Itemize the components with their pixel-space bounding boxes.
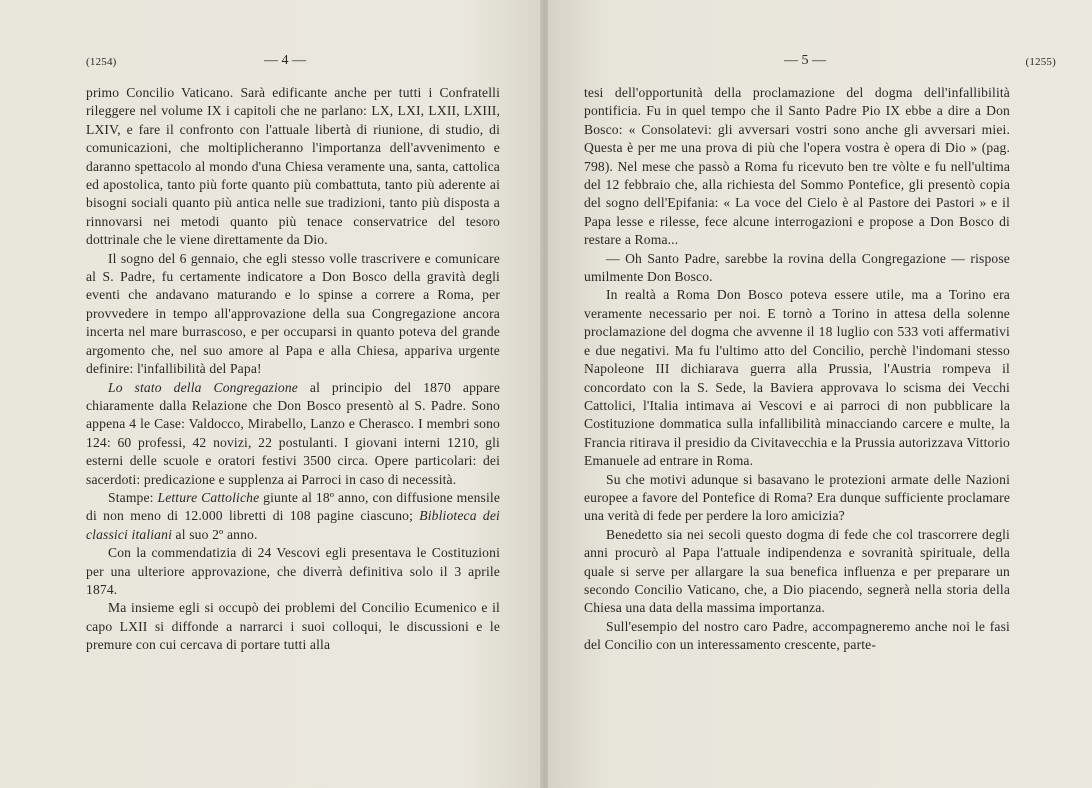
right-paragraph-2: — Oh Santo Padre, sarebbe la rovina della Congregazione — rispose umilmente Don Bosco. (584, 250, 1010, 285)
left-paragraph-4 (86, 489, 500, 544)
right-page-code: (1255) (1025, 56, 1056, 68)
right-body-text (584, 84, 1010, 655)
left-paragraph-6: Ma insieme egli si occupò dei problemi del Concilio Ecumenico e il capo LXII si diffonde a narrarci i suoi colloqui, le discussioni e le premure con cui cercava di portare tutti alla (86, 600, 500, 653)
paragraph-4-text-b: giunte al 18º anno, con diffusione mensile di non meno di 12.000 libretti di 108 pagine ciascuno; (86, 489, 501, 524)
left-paragraph-3 (86, 379, 500, 489)
right-paragraph-4: Su che motivi adunque si basavano le protezioni armate delle Nazioni europee a favore del Pontefice di Roma? Era dunque sufficiente proclamare una verità di fede per perdere la loro amicizia? (584, 471, 1010, 524)
right-page-number: — 5 — (784, 53, 826, 68)
right-paragraph-6: Sull'esempio del nostro caro Padre, accompagneremo anche noi le fasi del Concilio con un interessamento crescente, parte- (584, 618, 1010, 653)
right-page (548, 0, 1092, 788)
paragraph-4-text-c: al suo 2º anno. (172, 526, 258, 542)
right-paragraph-3: In realtà a Roma Don Bosco poteva essere utile, ma a Torino era veramente necessario per noi. E tornò a Torino in attesa della solenne proclamazione del dogma che avvenne il 18 luglio con 533 voti affermativi e due negativi. Ma fu l'ultimo atto del Concilio, perchè l'indomani stesso Napoleone III dichiarava guerra alla Prussia, l'Austria rompeva il concordato con la S. Sede, la Baviera approvava lo scisma dei Vecchi Cattolici, l'Italia intimava ai Vescovi e ai parroci di non pubblicare la Costituzione dommatica sulla infallibilità minacciando carcere e multe, la Francia ritirava il presidio da Civitavecchia e la Prussia autorizzava Vittorio Emanuele ad entrare in Roma. (584, 287, 1010, 469)
left-page-code: (1254) (86, 56, 117, 68)
italic-heading-lead: Lo stato della Congregazione (108, 379, 298, 395)
italic-title-letture: Letture Cattoliche (157, 489, 260, 505)
paragraph-3-text: al principio del 1870 appare chiaramente dalla Relazione che Don Bosco presentò al S. Padre. Sono appena 4 le Case: Valdocco, Mirabello, Lanzo e Cherasco. I membri sono 124: 60 professi, 42 novizi, 22 postulanti. I giovani interni 1210, gli esterni delle scuole e oratori festivi 3500 circa. Opere particolari: dei sacerdoti: predicazione e supplenza ai Parroci in caso di necessità. (86, 379, 501, 487)
left-body-text (86, 84, 500, 655)
italic-title-biblioteca: Biblioteca dei classici italiani (86, 508, 500, 542)
right-paragraph-5: Benedetto sia nei secoli questo dogma di fede che col trascorrere degli anni procurò al Papa l'attuale indipendenza e sovranità spirituale, della quale si serve per allargare la sua benefica influenza e per preparare un secondo Concilio Vaticano, che, a Dio piacendo, segnerà nella storia della Chiesa una data della massima importanza. (584, 526, 1010, 616)
left-page (0, 0, 544, 788)
left-page-number: — 4 — (264, 53, 306, 68)
paragraph-4-text-a: Stampe: (108, 489, 158, 505)
left-paragraph-5: Con la commendatizia di 24 Vescovi egli presentava le Costituzioni per una ulteriore approvazione, che diverrà definitiva solo il 3 aprile 1874. (86, 545, 500, 597)
left-paragraph-1: primo Concilio Vaticano. Sarà edificante anche per tutti i Confratelli rileggere nel volume IX i capitoli che ne parlano: LX, LXI, LXII, LXIII, LXIV, e fare il confronto con l'attuale libertà di riunione, di studio, di comunicazioni, che moltiplicheranno l'importanza dell'avvenimento e daranno spettacolo al mondo d'una Chiesa veramente una, santa, cattolica ed apostolica, tanto più forte quanto più combattuta, tanto più aderente ai bisogni sociali quanto più antica nelle sue tradizioni, tanto più disposta a rinnovarsi nei metodi quanto più tenace conservatrice del tesoro dottrinale che le viene direttamente da Dio. (86, 85, 500, 248)
right-paragraph-1: tesi dell'opportunità della proclamazione del dogma dell'infallibilità pontificia. Fu in quel tempo che il Santo Padre Pio IX ebbe a dire a Don Bosco: « Consolatevi: gli avversari vostri sono anche gli avversari miei. Questa è per me una prova di più che l'opera vostra è opera di Dio » (pag. 798). Nel mese che passò a Roma fu ricevuto ben tre vòlte e fu nell'ultima del 12 febbraio che, alla richiesta del Sommo Pontefice, gli presentò copia del sogno dell'Epifania: « La voce del Cielo è al Pastore dei Pastori » e il Papa lesse e rilesse, fece alcune interrogazioni e propose a Don Bosco di restare a Roma... (584, 85, 1010, 248)
left-paragraph-2: Il sogno del 6 gennaio, che egli stesso volle trascrivere e comunicare al S. Padre, fu certamente indicatore a Don Bosco della gravità degli eventi che andavano maturando e lo spinse a correre a Roma, per provvedere in tempo all'approvazione della sua Congregazione ancora incerta nel mare burrascoso, e per occuparsi in quanto poteva del grande argomento che, nel suo amore al Papa e alla Chiesa, appariva urgente definire: l'infallibilità del Papa! (86, 250, 500, 377)
